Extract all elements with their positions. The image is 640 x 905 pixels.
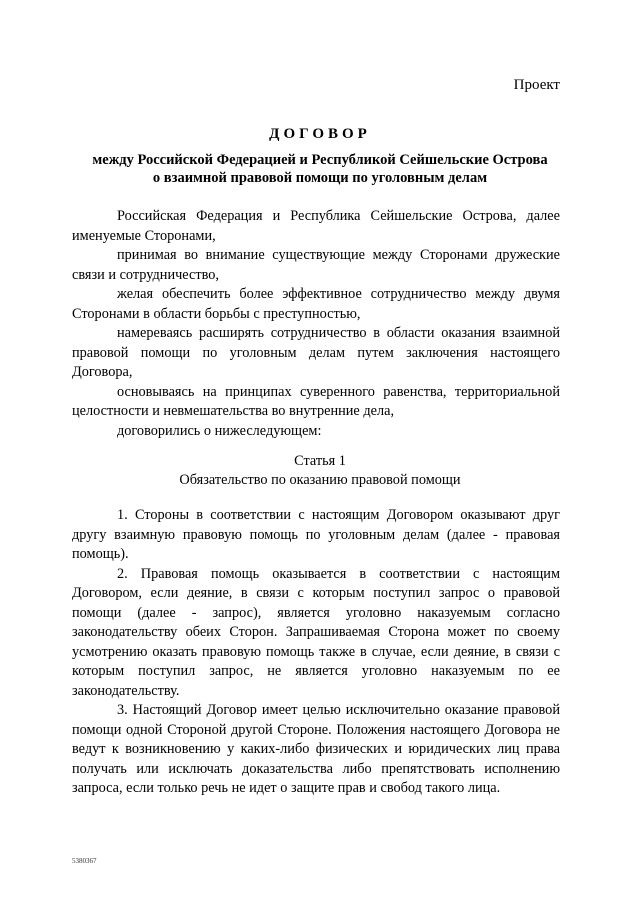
article-heading-block: [0, 452, 640, 490]
article-heading: Обязательство по оказанию правовой помощи: [179, 472, 461, 488]
preamble-paragraph: Российская Федерация и Республика Сейшельские Острова, далее именуемые Сторонами,: [72, 208, 560, 244]
preamble-paragraph: основываясь на принципах суверенного равенства, территориальной целостности и невмешательства во внутренние дела,: [72, 383, 560, 419]
document-subtitle: [60, 151, 580, 187]
preamble-paragraph: договорились о нижеследующем:: [117, 422, 322, 439]
preamble-paragraph: намереваясь расширять сотрудничество в области оказания взаимной правовой помощи по уголовным делам путем заключения настоящего Договора,: [72, 325, 560, 380]
preamble-paragraph: желая обеспечить более эффективное сотрудничество между двумя Сторонами в области борьбы с преступностью,: [72, 286, 560, 322]
clause-paragraph: 2. Правовая помощь оказывается в соответствии с настоящим Договором, если деяние, в связи с которым поступил запрос о правовой помощи (далее - запрос), является уголовно наказуемым согласно законодательству обеих Сторон. Запрашиваемая Сторона может по своему усмотрению оказать правовую помощь также в случае, если деяние, в связи с которым поступил запрос, не является уголовно наказуемым по ее законодательству.: [72, 565, 560, 699]
article-clauses: [72, 506, 560, 799]
clause-paragraph: 1. Стороны в соответствии с настоящим Договором оказывают друг другу взаимную правовую помощь по уголовным делам (далее - правовая помощь).: [72, 507, 560, 562]
subtitle-line: между Российской Федерацией и Республикой Сейшельские Острова: [92, 152, 548, 168]
preamble-paragraph: принимая во внимание существующие между Сторонами дружеские связи и сотрудничество,: [72, 247, 560, 283]
preamble: [72, 207, 560, 441]
subtitle-line: о взаимной правовой помощи по уголовным делам: [152, 170, 488, 186]
clause-paragraph: 3. Настоящий Договор имеет целью исключительно оказание правовой помощи одной Стороной другой Стороне. Положения настоящего Договора не ведут к возникновению у каких-либо физических и юридических лиц права получать или исключать доказательства либо препятствовать исполнению запроса, если только речь не идет о защите прав и свобод такого лица.: [72, 702, 560, 796]
document-number: 5380367: [72, 857, 97, 865]
draft-label: Проект: [513, 77, 560, 93]
article-number: Статья 1: [294, 453, 346, 469]
document-title: ДОГОВОР: [269, 126, 371, 142]
